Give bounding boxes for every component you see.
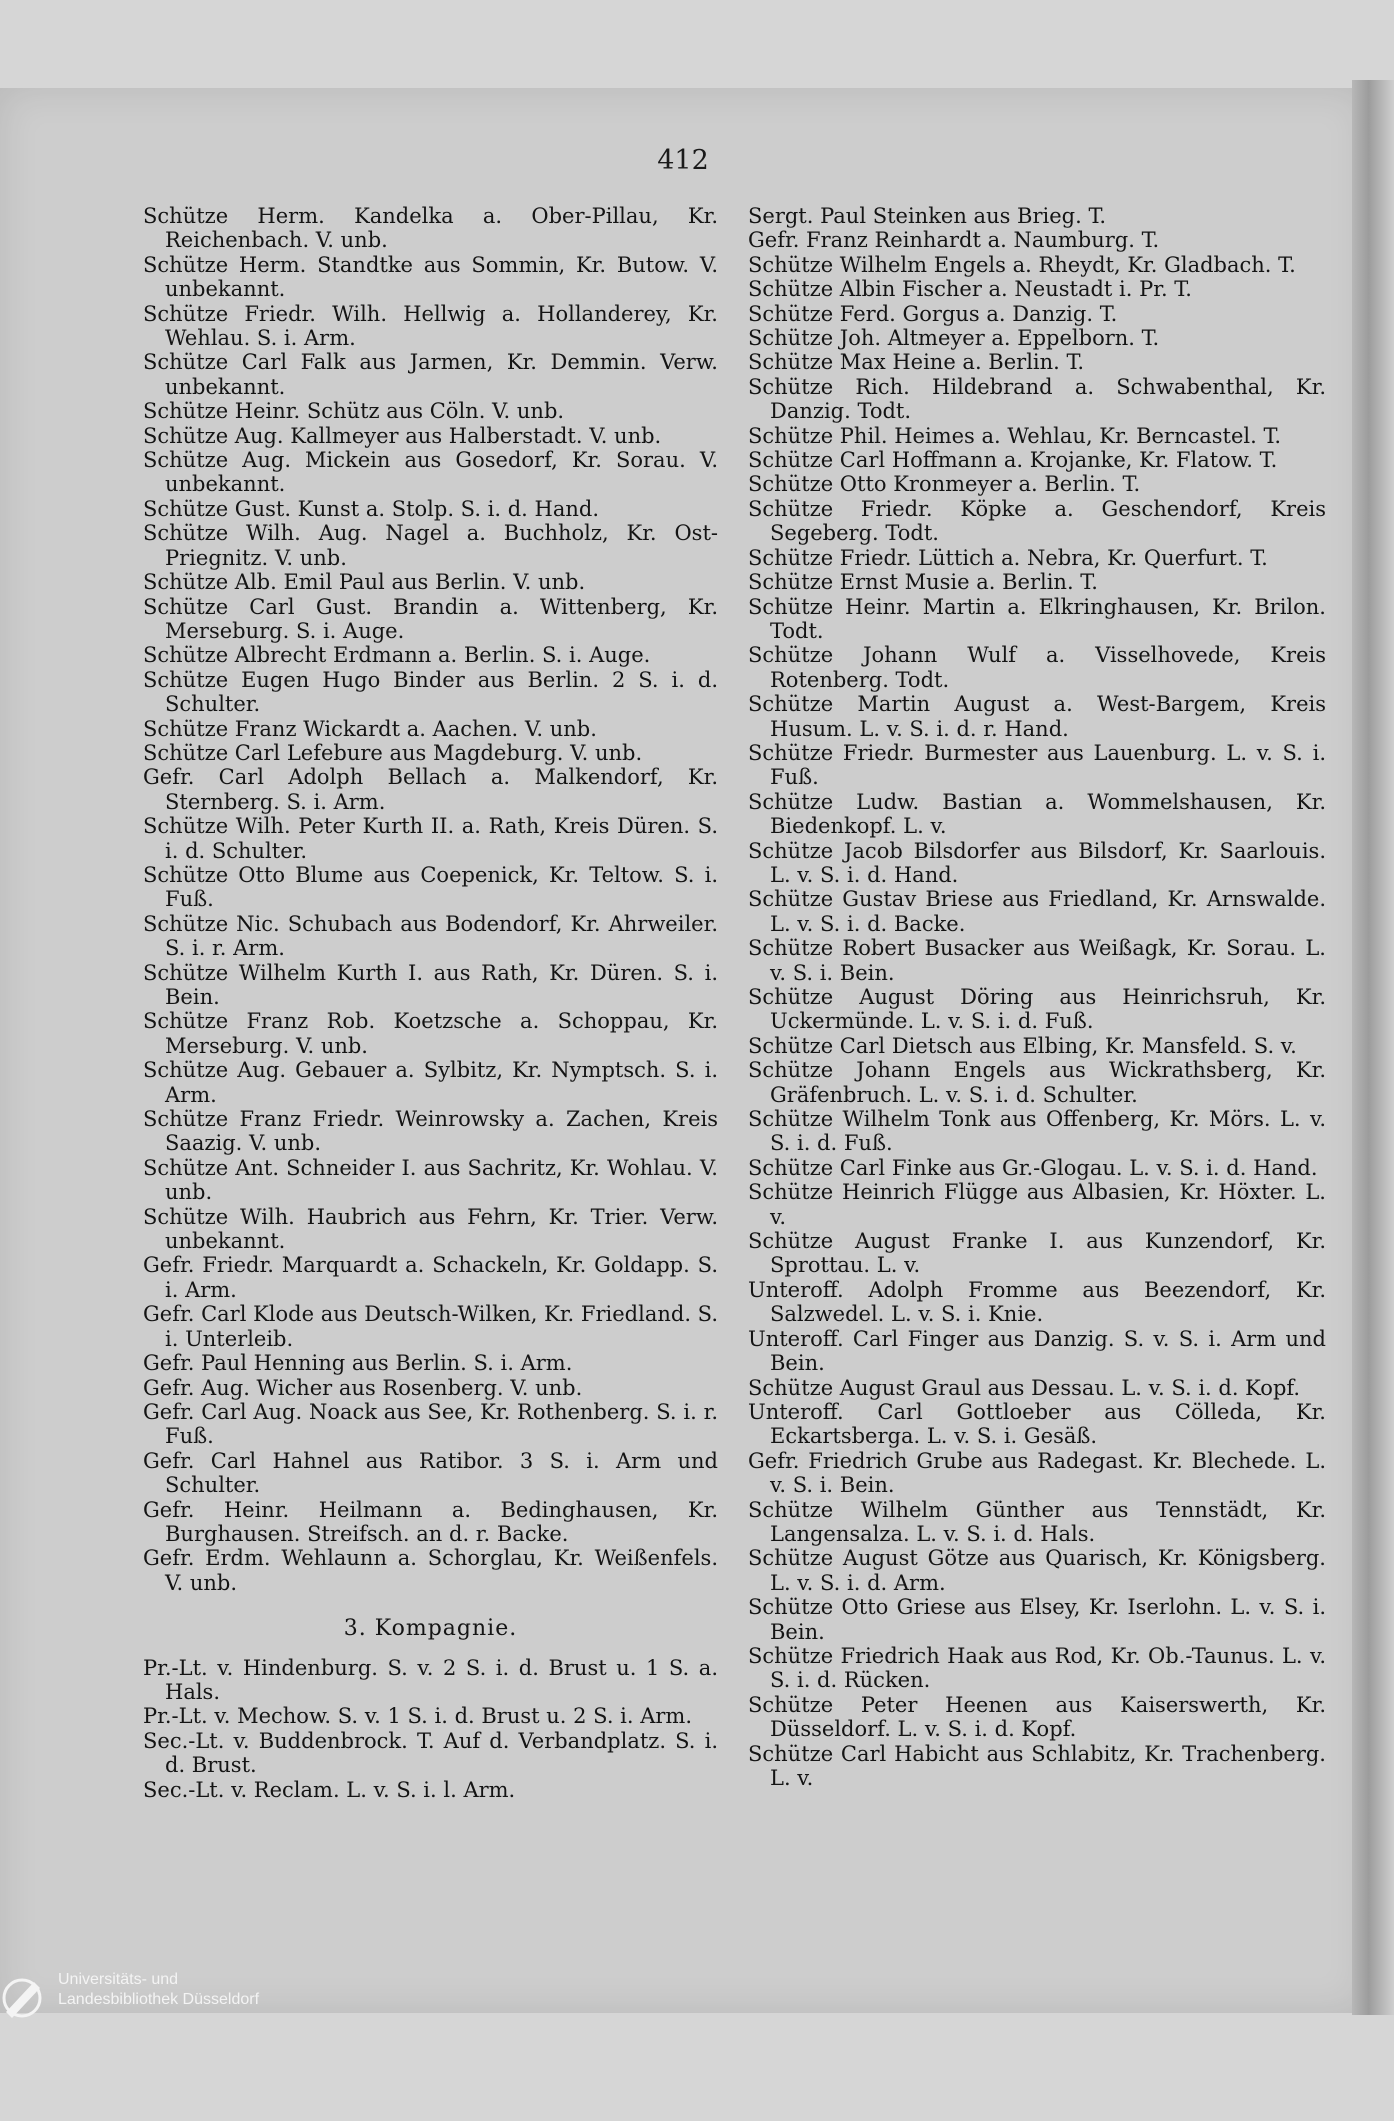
casualty-entry: Schütze Otto Blume aus Coepenick, Kr. Teltow. S. i. Fuß. [143,862,718,912]
casualty-entry: Pr.-Lt. v. Hindenburg. S. v. 2 S. i. d. Brust u. 1 S. a. Hals. [143,1655,718,1704]
page-edge [1352,80,1394,2015]
casualty-entry: Schütze Friedr. Köpke a. Geschendorf, Kreis Segeberg. Todt. [748,496,1326,546]
casualty-entry: Gefr. Carl Klode aus Deutsch-Wilken, Kr. Friedland. S. i. Unterleib. [143,1302,718,1351]
casualty-entry: Gefr. Aug. Wicher aus Rosenberg. V. unb. [143,1375,583,1400]
casualty-entry: Schütze Herm. Kandelka a. Ober-Pillau, Kr. Reichenbach. V. unb. [143,204,718,253]
casualty-entry: Schütze Heinrich Flügge aus Albasien, Kr. Höxter. L. v. [748,1180,1326,1229]
casualty-entry: Schütze Otto Kronmeyer a. Berlin. T. [748,472,1141,497]
casualty-entry: Schütze Gust. Kunst a. Stolp. S. i. d. Hand. [143,496,600,521]
casualty-entry: Schütze Carl Habicht aus Schlabitz, Kr. Trachenberg. L. v. [748,1741,1326,1790]
casualty-entry: Schütze Aug. Mickein aus Gosedorf, Kr. Sorau. V. unbekannt. [143,448,718,497]
casualty-entry: Schütze Phil. Heimes a. Wehlau, Kr. Berncastel. T. [748,423,1282,448]
casualty-entry: Schütze Wilh. Haubrich aus Fehrn, Kr. Trier. Verw. unbekannt. [143,1204,718,1254]
casualty-entry: Unteroff. Adolph Fromme aus Beezendorf, Kr. Salzwedel. L. v. S. i. Knie. [748,1277,1326,1327]
casualty-entry: Schütze Wilhelm Engels a. Rheydt, Kr. Gladbach. T. [748,252,1296,277]
casualty-entry: Schütze Friedr. Burmester aus Lauenburg. L. v. S. i. Fuß. [748,740,1326,790]
casualty-entry: Gefr. Paul Henning aus Berlin. S. i. Arm. [143,1351,573,1376]
casualty-entry: Schütze Gustav Briese aus Friedland, Kr. Arnswalde. L. v. S. i. d. Backe. [748,887,1326,936]
casualty-entry: Schütze Eugen Hugo Binder aus Berlin. 2 S. i. d. Schulter. [143,667,718,717]
casualty-entry: Gefr. Franz Reinhardt a. Naumburg. T. [748,228,1160,253]
casualty-entry: Schütze Albrecht Erdmann a. Berlin. S. i. Auge. [143,643,651,668]
casualty-entry: Sec.-Lt. v. Reclam. L. v. S. i. l. Arm. [143,1777,516,1802]
casualty-entry: Schütze Jacob Bilsdorfer aus Bilsdorf, Kr. Saarlouis. L. v. S. i. d. Hand. [748,838,1326,887]
casualty-entry: Schütze Wilhelm Tonk aus Offenberg, Kr. Mörs. L. v. S. i. d. Fuß. [748,1107,1326,1156]
casualty-entry: Pr.-Lt. v. Mechow. S. v. 1 S. i. d. Brust u. 2 S. i. Arm. [143,1704,693,1729]
officer-entry-list [143,1656,718,1802]
casualty-entry: Schütze Ferd. Gorgus a. Danzig. T. [748,301,1118,326]
casualty-entry: Schütze Carl Hoffmann a. Krojanke, Kr. Flatow. T. [748,448,1278,473]
casualty-entry: Schütze Friedr. Wilh. Hellwig a. Hollanderey, Kr. Wehlau. S. i. Arm. [143,301,718,351]
library-credit [58,1970,259,2010]
casualty-entry: Schütze August Graul aus Dessau. L. v. S. i. d. Kopf. [748,1375,1301,1400]
casualty-entry: Schütze Aug. Gebauer a. Sylbitz, Kr. Nymptsch. S. i. Arm. [143,1058,718,1107]
casualty-entry: Schütze Carl Falk aus Jarmen, Kr. Demmin. Verw. unbekannt. [143,350,718,399]
casualty-entry: Schütze August Döring aus Heinrichsruh, Kr. Uckermünde. L. v. S. i. d. Fuß. [748,985,1326,1034]
casualty-entry: Schütze Nic. Schubach aus Bodendorf, Kr. Ahrweiler. S. i. r. Arm. [143,911,718,961]
casualty-entry: Schütze Wilhelm Kurth I. aus Rath, Kr. Düren. S. i. Bein. [143,960,718,1009]
casualty-entry: Schütze Heinr. Schütz aus Cöln. V. unb. [143,399,565,424]
casualty-entry: Schütze Heinr. Martin a. Elkringhausen, Kr. Brilon. Todt. [748,594,1326,643]
casualty-entry: Gefr. Friedrich Grube aus Radegast. Kr. Blechede. L. v. S. i. Bein. [748,1448,1326,1498]
library-logo-icon [0,1968,60,2024]
casualty-entry: Schütze Franz Friedr. Weinrowsky a. Zachen, Kreis Saazig. V. unb. [143,1107,718,1156]
casualty-entry: Schütze Wilh. Aug. Nagel a. Buchholz, Kr. Ost-Priegnitz. V. unb. [143,521,718,570]
left-column [143,204,718,1802]
casualty-entry: Schütze Carl Finke aus Gr.-Glogau. L. v. S. i. d. Hand. [748,1155,1318,1180]
casualty-entry: Unteroff. Carl Gottloeber aus Cölleda, Kr. Eckartsberga. L. v. S. i. Gesäß. [748,1399,1326,1449]
casualty-entry: Gefr. Friedr. Marquardt a. Schackeln, Kr. Goldapp. S. i. Arm. [143,1253,718,1302]
casualty-entry: Schütze Carl Lefebure aus Magdeburg. V. unb. [143,740,643,765]
casualty-entry: Schütze Ant. Schneider I. aus Sachritz, Kr. Wohlau. V. unb. [143,1155,718,1205]
casualty-entry: Gefr. Carl Hahnel aus Ratibor. 3 S. i. Arm und Schulter. [143,1448,718,1498]
casualty-entry: Schütze Wilh. Peter Kurth II. a. Rath, Kreis Düren. S. i. d. Schulter. [143,814,718,863]
casualty-entry: Schütze Franz Rob. Koetzsche a. Schoppau, Kr. Merseburg. V. unb. [143,1009,718,1058]
casualty-entry: Schütze Wilhelm Günther aus Tennstädt, Kr. Langensalza. L. v. S. i. d. Hals. [748,1497,1326,1546]
casualty-entry: Schütze Otto Griese aus Elsey, Kr. Iserlohn. L. v. S. i. Bein. [748,1595,1326,1644]
casualty-entry: Schütze Johann Wulf a. Visselhovede, Kreis Rotenberg. Todt. [748,643,1326,692]
section-heading: 3. Kompagnie. [343,1616,518,1642]
casualty-entry: Schütze Alb. Emil Paul aus Berlin. V. unb. [143,570,586,595]
casualty-entry: Schütze Carl Dietsch aus Elbing, Kr. Mansfeld. S. v. [748,1033,1297,1058]
casualty-entry: Schütze Carl Gust. Brandin a. Wittenberg, Kr. Merseburg. S. i. Auge. [143,594,718,643]
casualty-entry: Schütze Robert Busacker aus Weißagk, Kr. Sorau. L. v. S. i. Bein. [748,936,1326,985]
casualty-entry: Schütze Joh. Altmeyer a. Eppelborn. T. [748,326,1160,351]
casualty-entry: Gefr. Heinr. Heilmann a. Bedinghausen, Kr. Burghausen. Streifsch. an d. r. Backe. [143,1497,718,1546]
casualty-entry: Schütze Ernst Musie a. Berlin. T. [748,570,1098,595]
casualty-entry: Unteroff. Carl Finger aus Danzig. S. v. S. i. Arm und Bein. [748,1326,1326,1376]
casualty-entry: Schütze Friedr. Lüttich a. Nebra, Kr. Querfurt. T. [748,545,1268,570]
library-credit-line1: Universitäts- und [58,1971,179,1988]
casualty-entry: Schütze Rich. Hildebrand a. Schwabenthal, Kr. Danzig. Todt. [748,374,1326,424]
right-column [748,204,1326,1790]
casualty-entry: Schütze August Götze aus Quarisch, Kr. Königsberg. L. v. S. i. d. Arm. [748,1546,1326,1595]
casualty-entry: Schütze Peter Heenen aus Kaiserswerth, Kr. Düsseldorf. L. v. S. i. d. Kopf. [748,1692,1326,1742]
casualty-entry: Schütze Franz Wickardt a. Aachen. V. unb. [143,716,597,741]
casualty-entry: Schütze Ludw. Bastian a. Wommelshausen, Kr. Biedenkopf. L. v. [748,789,1326,839]
casualty-entry: Schütze Aug. Kallmeyer aus Halberstadt. V. unb. [143,423,662,448]
casualty-entry: Schütze Johann Engels aus Wickrathsberg, Kr. Gräfenbruch. L. v. S. i. d. Schulter. [748,1058,1326,1107]
casualty-entry: Gefr. Carl Adolph Bellach a. Malkendorf, Kr. Sternberg. S. i. Arm. [143,765,718,814]
left-entry-list [143,204,718,1595]
casualty-entry: Schütze August Franke I. aus Kunzendorf, Kr. Sprottau. L. v. [748,1229,1326,1278]
casualty-entry: Sergt. Paul Steinken aus Brieg. T. [748,204,1107,228]
page-number: 412 [657,145,709,176]
right-entry-list [748,204,1326,1790]
casualty-entry: Schütze Albin Fischer a. Neustadt i. Pr. T. [748,277,1192,302]
casualty-entry: Schütze Friedrich Haak aus Rod, Kr. Ob.-Taunus. L. v. S. i. d. Rücken. [748,1643,1326,1693]
casualty-entry: Sec.-Lt. v. Buddenbrock. T. Auf d. Verbandplatz. S. i. d. Brust. [143,1728,718,1778]
casualty-entry: Schütze Max Heine a. Berlin. T. [748,350,1085,375]
casualty-entry: Gefr. Carl Aug. Noack aus See, Kr. Rothenberg. S. i. r. Fuß. [143,1399,718,1449]
library-credit-line2: Landesbibliothek Düsseldorf [58,1991,260,2008]
casualty-entry: Schütze Martin August a. West-Bargem, Kreis Husum. L. v. S. i. d. r. Hand. [748,692,1326,741]
casualty-entry: Gefr. Erdm. Wehlaunn a. Schorglau, Kr. Weißenfels. V. unb. [143,1546,718,1595]
casualty-entry: Schütze Herm. Standtke aus Sommin, Kr. Butow. V. unbekannt. [143,252,718,302]
